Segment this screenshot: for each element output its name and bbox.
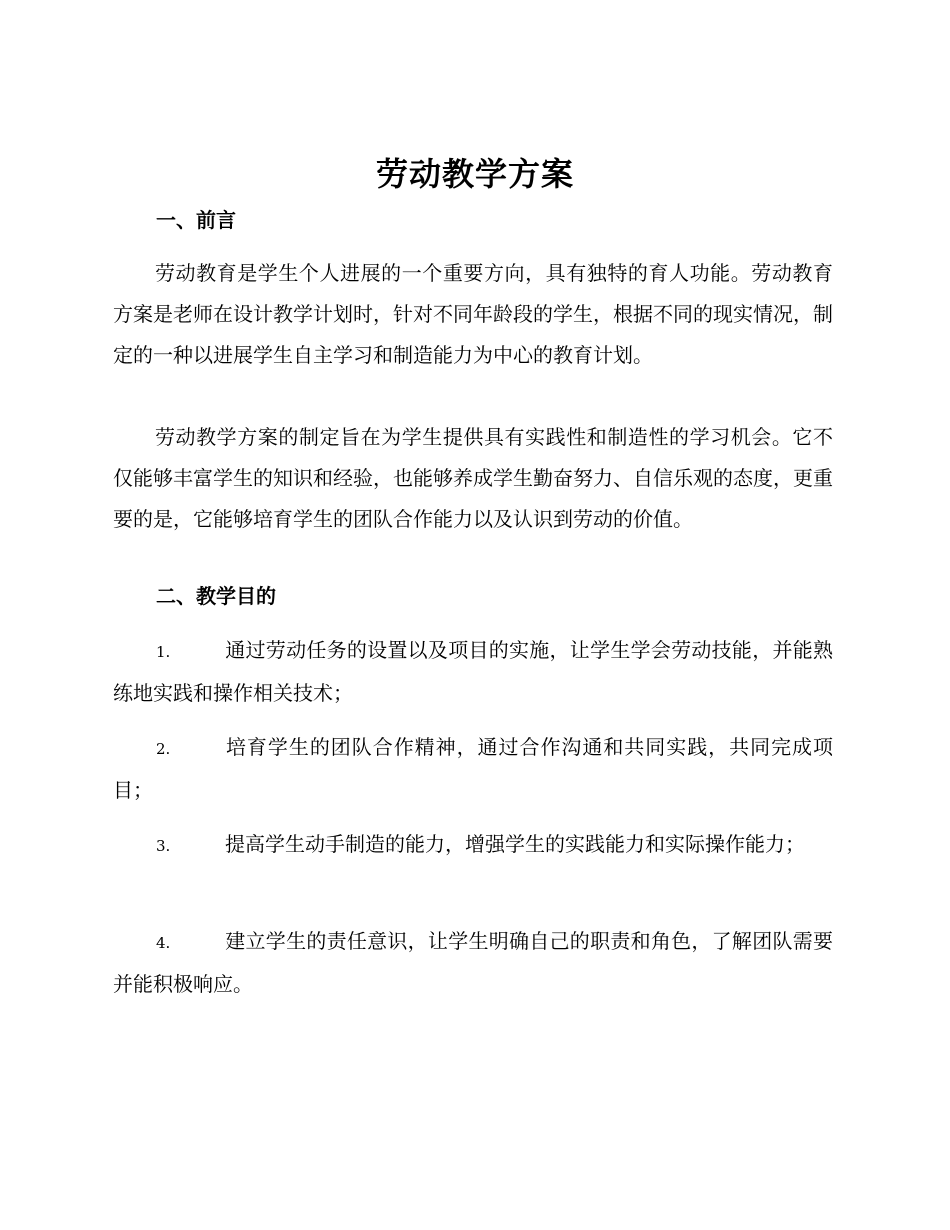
list-number: 4.: [156, 934, 171, 952]
list-item-text: 提高学生动手制造的能力，增强学生的实践能力和实际操作能力；: [225, 832, 805, 856]
list-number: 1.: [156, 643, 171, 661]
objective-item-4: [113, 921, 833, 1005]
objective-item-3: [113, 824, 833, 867]
preface-paragraph-1: 劳动教育是学生个人进展的一个重要方向，具有独特的育人功能。劳动教育方案是老师在设计教学计划时，针对不同年龄段的学生，根据不同的现实情况，制定的一种以进展学生自主学习和制造能力为中心的教育计划。: [113, 261, 833, 367]
preface-paragraph-2: 劳动教学方案的制定旨在为学生提供具有实践性和制造性的学习机会。它不仅能够丰富学生的知识和经验，也能够养成学生勤奋努力、自信乐观的态度，更重要的是，它能够培育学生的团队合作能力以及认识到劳动的价值。: [113, 425, 833, 531]
objective-item-2: [113, 727, 833, 811]
list-item-text: 建立学生的责任意识，让学生明确自己的职责和角色，了解团队需要并能积极响应。: [113, 929, 833, 996]
list-item-text: 通过劳动任务的设置以及项目的实施，让学生学会劳动技能，并能熟练地实践和操作相关技术；: [113, 638, 833, 705]
document-title: 劳动教学方案: [375, 155, 574, 193]
objective-item-1: [113, 630, 833, 714]
section-heading-preface: 一、前言: [156, 208, 236, 232]
list-item-text: 培育学生的团队合作精神，通过合作沟通和共同实践，共同完成项目；: [113, 735, 833, 802]
list-number: 2.: [156, 740, 171, 758]
section-heading-objectives: 二、教学目的: [156, 584, 276, 608]
list-number: 3.: [156, 837, 171, 855]
